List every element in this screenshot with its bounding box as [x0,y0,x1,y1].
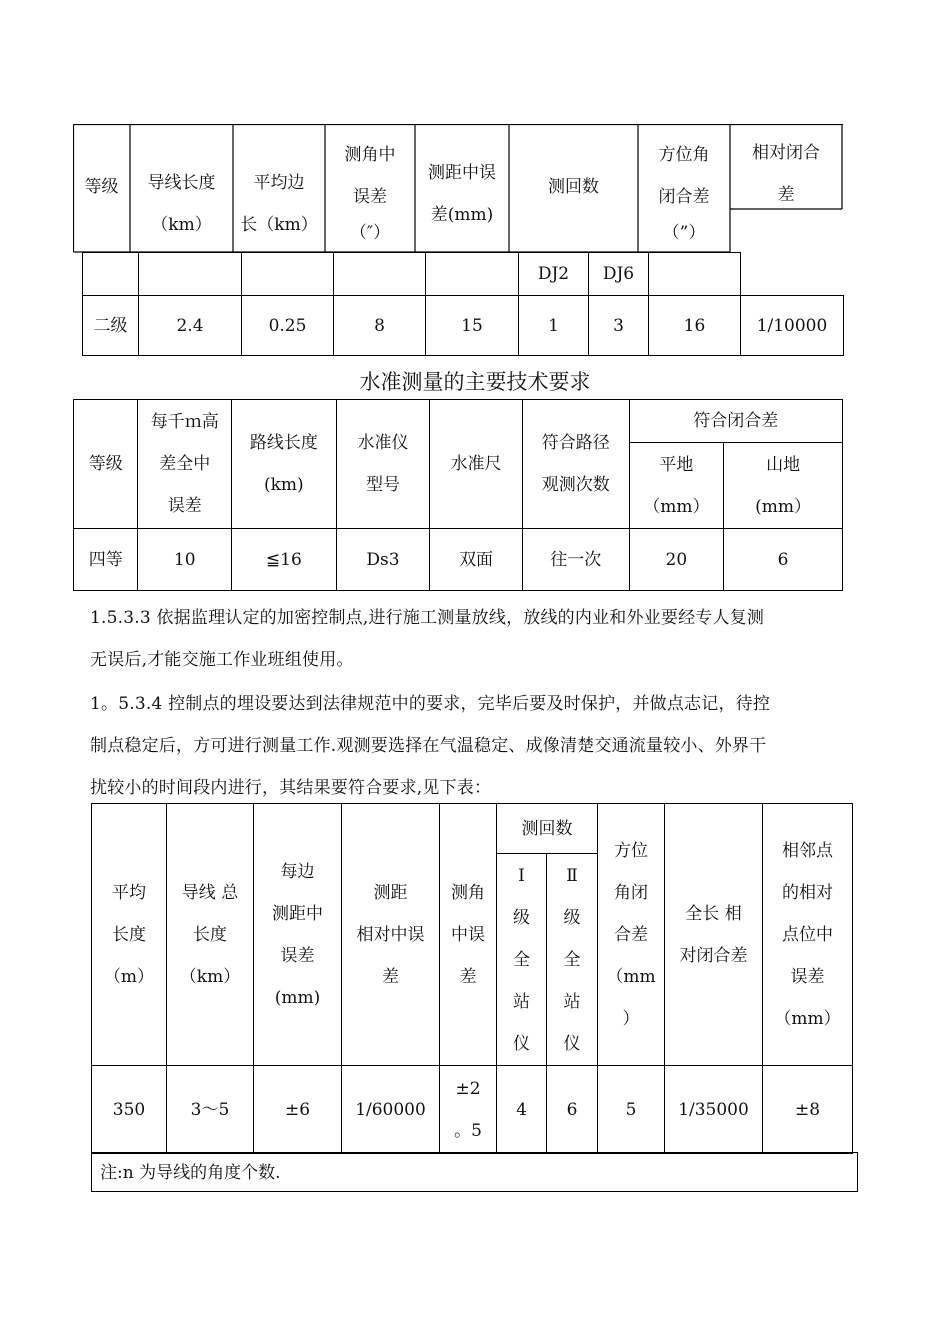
t3-header-row1 [92,804,853,854]
t1-sub-dj2: DJ2 [519,253,589,296]
t3-h-total-len: 导线 总 长度 （km） [167,804,254,1066]
t3-cell: 4 [497,1066,547,1154]
t3-note-cell [91,1152,858,1192]
t2-cell: 四等 [74,529,138,591]
t3-cell: 1/60000 [342,1066,440,1154]
t3-h-side-err: 每边 测距中 误差 (mm) [254,804,342,1066]
level-title: 水准测量的主要技术要求 [359,370,591,394]
t1-h-length: 导线长度 （km） [147,173,216,235]
paragraph-line: 1。5.3.4 控制点的埋设要达到法律规范中的要求，完毕后要及时保护，并做点志记，待控 [90,694,771,714]
t2-cell: ≦16 [232,529,337,591]
t1-sub-empty [741,253,844,296]
t1-cell: 1/10000 [741,296,844,356]
t2-cell: 6 [724,529,843,591]
paragraph-line: 扰较小的时间段内进行，其结果要符合要求,见下表： [90,778,492,798]
t2-header-row1 [74,400,843,443]
t2-data-row [74,529,843,591]
t3-cell: 5 [598,1066,665,1154]
t2-h-mountain: 山地 (mm） [724,443,843,529]
t3-cell: 1/35000 [665,1066,763,1154]
t3-cell: 3～5 [167,1066,254,1154]
t1-h-dist-err: 测距中误 差(mm) [428,163,496,225]
paragraph-1 [90,597,870,681]
t1-h-azimuth: 方位角 闭合差 （”） [658,145,710,243]
paragraph-line: 1.5.3.3 依据监理认定的加密控制点,进行施工测量放线，放线的内业和外业要经专人复测 [90,608,765,628]
t1-cell: 15 [426,296,519,356]
t1-sub-empty [426,253,519,296]
t2-cell: 双面 [430,529,523,591]
t1-subheader-row [83,253,844,296]
t1-sub-empty [242,253,334,296]
t3-h-rel-err: 测距 相对中误 差 [342,804,440,1066]
t2-cell: 20 [629,529,724,591]
t1-h-rel-closure: 相对闭合 差 [752,143,820,205]
t3-cell-angle: ±2 。5 [440,1066,497,1154]
t3-h-azimuth: 方位 角闭 合差 （mm ） [598,804,665,1066]
t3-cell: ±6 [254,1066,342,1154]
paragraph-2 [90,683,870,809]
t1-cell: 0.25 [242,296,334,356]
t2-cell: 往一次 [522,529,629,591]
t3-h-class2: Ⅱ 级 全 站 仪 [547,854,598,1066]
t1-sub-empty [83,253,139,296]
t2-h-per-km: 每千ｍ高 差全中 误差 [138,400,232,529]
t1-h-angle-err: 测角中 误差 （″） [344,145,396,243]
t3-h-adjacent: 相邻点 的相对 点位中 误差 （mm） [763,804,853,1066]
t1-cell: 1 [519,296,589,356]
t2-h-obs: 符合路径 观测次数 [522,400,629,529]
t3-h-avg-len: 平均 长度 （m） [92,804,167,1066]
t1-cell: 2.4 [139,296,242,356]
t1-sub-dj6: DJ6 [589,253,649,296]
t2-cell: 10 [138,529,232,591]
t1-sub-empty [334,253,426,296]
table1-body [82,252,844,356]
t2-h-closure: 符合闭合差 [629,400,842,443]
table3 [91,803,853,1154]
t1-cell: 3 [589,296,649,356]
t3-h-full-len: 全长 相 对闭合差 [665,804,763,1066]
t3-note: 注:n 为导线的角度个数. [100,1163,281,1183]
t1-h-rounds: 测回数 [548,177,599,197]
t1-sub-empty [649,253,741,296]
table1-header [73,124,843,252]
t3-cell: ±8 [763,1066,853,1154]
t2-h-flat: 平地 （mm） [629,443,724,529]
t3-h-class1: Ⅰ 级 全 站 仪 [497,854,547,1066]
table2 [73,399,843,591]
t2-h-route: 路线长度 (km) [232,400,337,529]
t1-h-avg-side: 平均边 长（km） [240,173,318,235]
t1-cell: 8 [334,296,426,356]
t2-h-instrument: 水准仪 型号 [336,400,430,529]
t3-cell: 6 [547,1066,598,1154]
t1-data-row [83,296,844,356]
paragraph-line: 制点稳定后，方可进行测量工作.观测要选择在气温稳定、成像清楚交通流量较小、外界干 [90,736,767,756]
t3-data-row [92,1066,853,1154]
t3-h-angle-err: 测角 中误 差 [440,804,497,1066]
paragraph-line: 无误后,才能交施工作业班组使用。 [90,650,354,670]
t2-h-grade: 等级 [74,400,138,529]
t3-cell: 350 [92,1066,167,1154]
t2-h-staff: 水准尺 [430,400,523,529]
t1-sub-empty [139,253,242,296]
t3-h-rounds: 测回数 [497,804,598,854]
t2-cell: Ds3 [336,529,430,591]
t1-cell: 二级 [83,296,139,356]
t1-h-grade: 等级 [84,177,119,197]
t1-cell: 16 [649,296,741,356]
